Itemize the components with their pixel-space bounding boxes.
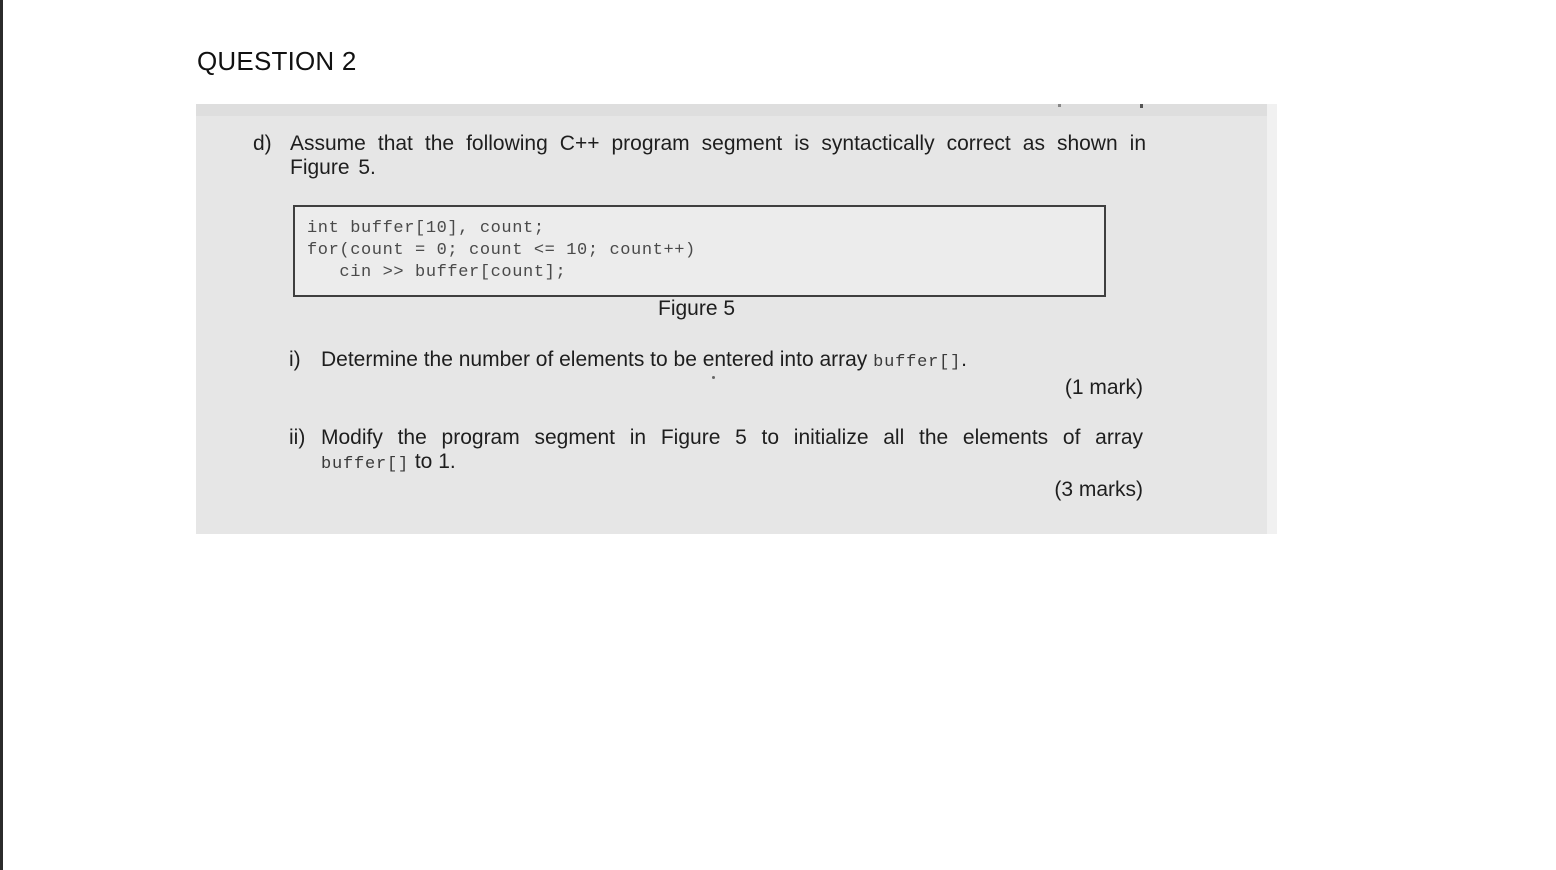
item-ii-text <box>321 426 1143 477</box>
part-d-label: d) <box>253 132 272 155</box>
item-i-marks: (1 mark) <box>1064 376 1143 399</box>
scan-speck <box>712 376 715 379</box>
item-i-text <box>321 348 967 375</box>
window-edge-border <box>0 0 3 870</box>
scan-artifact-mark <box>1058 104 1061 107</box>
scan-right-edge <box>1267 104 1277 534</box>
item-ii-marks: (3 marks) <box>1054 478 1143 501</box>
code-line: cin >> buffer[count]; <box>307 263 567 282</box>
scan-artifact-mark <box>1140 104 1143 108</box>
item-ii-suffix: to 1. <box>409 450 456 473</box>
scanned-question-image <box>196 104 1277 534</box>
part-d-text: Assume that the following C++ program segment is syntactically correct as shown in Figure 5. <box>290 132 1146 179</box>
item-i-suffix: . <box>961 348 967 371</box>
item-i-code: buffer[] <box>873 353 962 372</box>
item-ii-code: buffer[] <box>321 455 410 474</box>
item-ii-number: ii) <box>289 426 306 449</box>
code-figure-box <box>293 205 1106 297</box>
question-heading: QUESTION 2 <box>197 46 357 76</box>
item-i-question: Determine the number of elements to be entered into array <box>321 348 874 371</box>
code-line: int buffer[10], count; <box>307 219 545 238</box>
code-line: for(count = 0; count <= 10; count++) <box>307 241 696 260</box>
item-ii-question: Modify the program segment in Figure 5 to initialize all the elements of array <box>321 426 1143 449</box>
item-i-number: i) <box>289 348 301 371</box>
item-ii-line2 <box>321 450 456 473</box>
scan-top-band <box>196 104 1267 116</box>
figure-caption: Figure 5 <box>658 297 736 320</box>
